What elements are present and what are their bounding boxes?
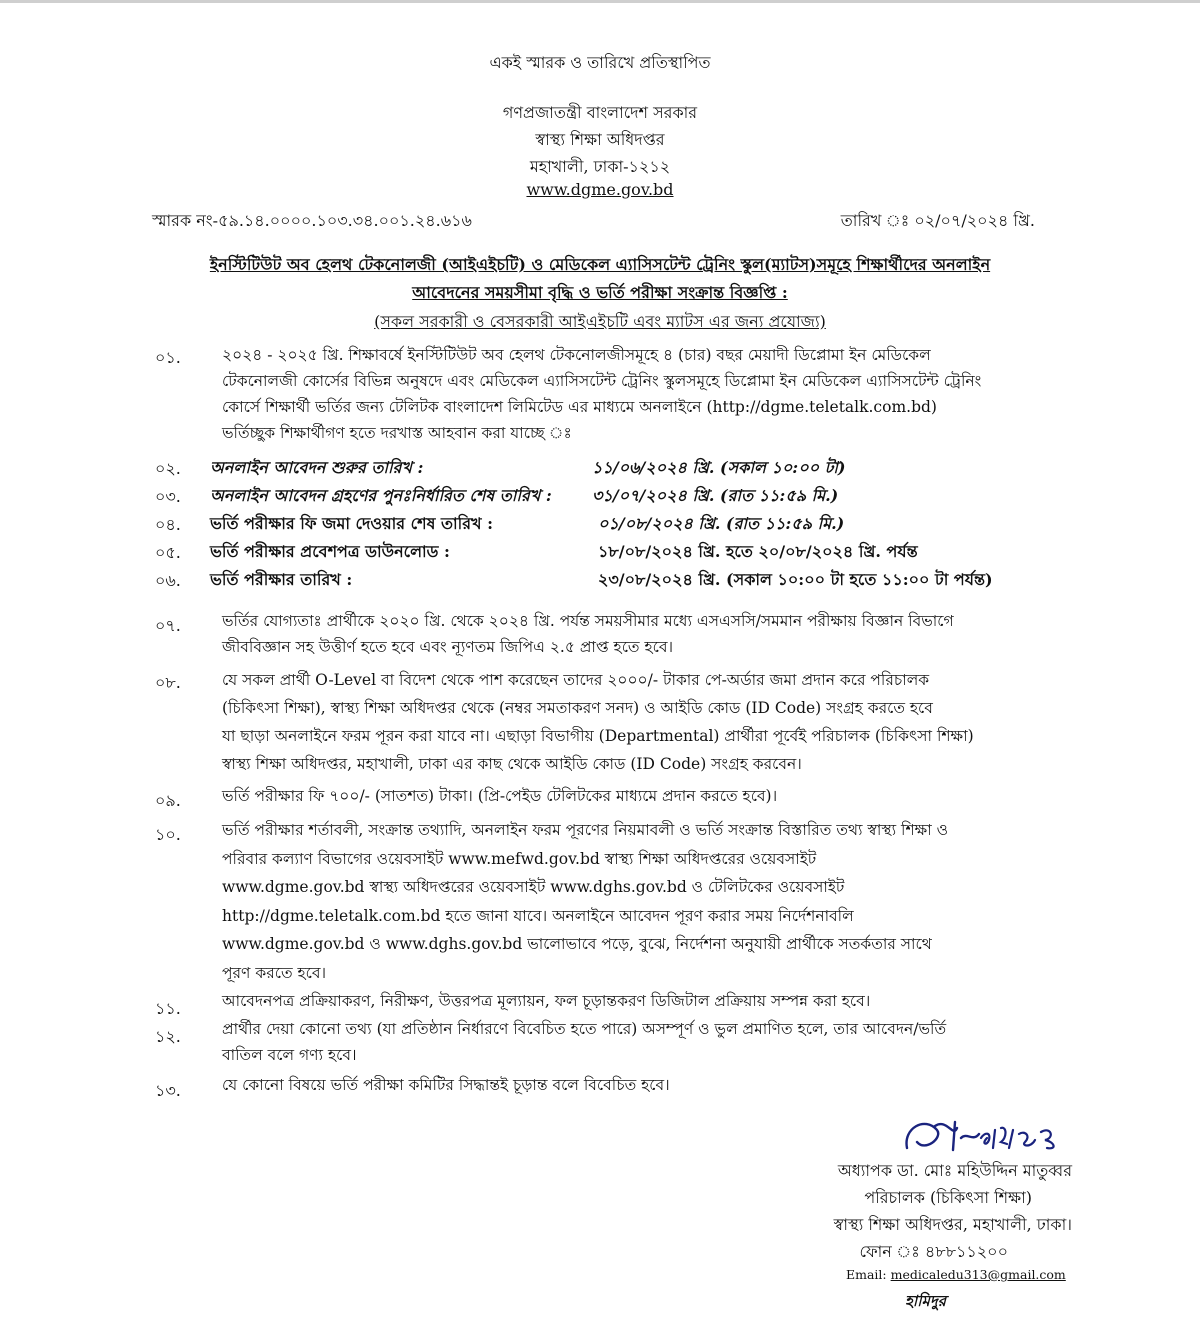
schedule-number: ০৪. bbox=[155, 515, 181, 534]
schedule-label: ভর্তি পরীক্ষার ফি জমা দেওয়ার শেষ তারিখ : bbox=[210, 514, 494, 533]
signatory-name: অধ্যাপক ডা. মোঃ মহিউদ্দিন মাতুব্বর bbox=[837, 1161, 1072, 1180]
office-address: মহাখালী, ঢাকা-১২১২ bbox=[529, 157, 671, 176]
item-08-line: যা ছাড়া অনলাইনে ফরম পূরন করা যাবে না। এছাড়া বিভাগীয় (Departmental) প্রার্থীরা পূর্বেই পরিচালক (চিকিৎসা শিক্ষা) bbox=[222, 727, 974, 745]
item-07-text bbox=[222, 608, 1070, 660]
item-10-line: পূরণ করতে হবে। bbox=[222, 963, 327, 982]
item-10-line: পরিবার কল্যাণ বিভাগের ওয়েবসাইট www.mefwd.gov.bd স্বাস্থ্য শিক্ষা অধিদপ্তরের ওয়েবসাইট bbox=[222, 849, 817, 868]
item-09-text bbox=[222, 783, 1070, 809]
schedule-value: ২৩/০৮/২০২৪ খ্রি. (সকাল ১০:০০ টা হতে ১১:০০ টা পর্যন্ত) bbox=[598, 570, 993, 589]
item-number: ০৮. bbox=[155, 673, 181, 692]
email-link[interactable]: medicaledu313@gmail.com bbox=[890, 1267, 1066, 1282]
schedule-label: ভর্তি পরীক্ষার প্রবেশপত্র ডাউনলোড : bbox=[210, 542, 450, 561]
schedule-value: ৩১/০৭/২০২৪ খ্রি. (রাত ১১:৫৯ মি.) bbox=[592, 486, 839, 505]
item-number: ১৩. bbox=[155, 1081, 181, 1100]
email-line bbox=[846, 1267, 1066, 1282]
item-13-text bbox=[222, 1072, 1070, 1098]
schedule-number: ০৬. bbox=[155, 571, 181, 590]
item-08-line: (চিকিৎসা শিক্ষা), স্বাস্থ্য শিক্ষা অধিদপ্তর থেকে (নম্বর সমতাকরণ সনদ) ও আইডি কোড (ID Code) সংগ্রহ করতে হবে bbox=[222, 699, 933, 717]
item-10-line: http://dgme.teletalk.com.bd হতে জানা যাবে। অনলাইনে আবেদন পূরণ করার সময় নির্দেশনাবলি bbox=[222, 906, 854, 925]
government-name: গণপ্রজাতন্ত্রী বাংলাদেশ সরকার bbox=[502, 103, 698, 122]
item-07-line: ভর্তির যোগ্যতাঃ প্রার্থীকে ২০২০ খ্রি. থেকে ২০২৪ খ্রি. পর্যন্ত সময়সীমার মধ্যে এসএসসি/সমমান পরীক্ষায় বিজ্ঞান বিভাগে bbox=[222, 612, 954, 630]
email-label: Email: bbox=[846, 1267, 887, 1282]
item-08-line: স্বাস্থ্য শিক্ষা অধিদপ্তর, মহাখালী, ঢাকা এর কাছ থেকে আইডি কোড (ID Code) সংগ্রহ করবেন। bbox=[222, 755, 802, 773]
office-website-link[interactable]: www.dgme.gov.bd bbox=[526, 180, 674, 199]
item-11-line: আবেদনপত্র প্রক্রিয়াকরণ, নিরীক্ষণ, উত্তরপত্র মূল্যায়ন, ফল চূড়ান্তকরণ ডিজিটাল প্রক্রিয়ায় সম্পন্ন করা হবে। bbox=[222, 992, 871, 1010]
scan-top-edge bbox=[0, 0, 1200, 11]
item-10-line: www.dgme.gov.bd ও www.dghs.gov.bd ভালোভাবে পড়ে, বুঝে, নির্দেশনা অনুযায়ী প্রার্থীকে সতর্কতার সাথে bbox=[222, 935, 932, 953]
item-07-line: জীববিজ্ঞান সহ উত্তীর্ণ হতে হবে এবং ন্যূণতম জিপিএ ২.৫ প্রাপ্ত হতে হবে। bbox=[222, 638, 674, 656]
item-number: ০১. bbox=[155, 348, 181, 367]
handwritten-initials: হামিদুর bbox=[905, 1292, 946, 1310]
item-10-line: www.dgme.gov.bd স্বাস্থ্য অধিদপ্তরের ওয়েবসাইট www.dghs.gov.bd ও টেলিটকের ওয়েবসাইট bbox=[222, 878, 845, 896]
signatory-designation: পরিচালক (চিকিৎসা শিক্ষা) bbox=[864, 1188, 1032, 1207]
notice-title-line2: আবেদনের সময়সীমা বৃদ্ধি ও ভর্তি পরীক্ষা সংক্রান্ত বিজ্ঞপ্তি : bbox=[412, 283, 788, 302]
signatory-office: স্বাস্থ্য শিক্ষা অধিদপ্তর, মহাখালী, ঢাকা। bbox=[833, 1215, 1072, 1234]
handwritten-signature bbox=[895, 1108, 1075, 1160]
schedule-value: ১৮/০৮/২০২৪ খ্রি. হতে ২০/০৮/২০২৪ খ্রি. পর্যন্ত bbox=[598, 542, 918, 561]
item-number: ০৯. bbox=[155, 791, 181, 810]
schedule-number: ০৫. bbox=[155, 543, 181, 562]
item-12-line: বাতিল বলে গণ্য হবে। bbox=[222, 1046, 357, 1064]
signatory-phone: ফোন ঃ ৪৮৮১১২০০ bbox=[859, 1242, 1008, 1261]
schedule-value: ০১/০৮/২০২৪ খ্রি. (রাত ১১:৫৯ মি.) bbox=[598, 514, 845, 533]
office-name: স্বাস্থ্য শিক্ষা অধিদপ্তর bbox=[535, 130, 665, 149]
item-01-line: ভর্তিচ্ছুক শিক্ষার্থীগণ হতে দরখাস্ত আহবান করা যাচ্ছে ঃ bbox=[222, 424, 572, 442]
schedule-label: অনলাইন আবেদন শুরুর তারিখ : bbox=[210, 458, 424, 477]
notice-title-line1: ইনস্টিটিউট অব হেলথ টেকনোলজী (আইএইচটি) ও মেডিকেল এ্যাসিসটেন্ট ট্রেনিং স্কুল(ম্যাটস)সমূহে শিক্ষার্থীদের অনলাইন bbox=[209, 255, 991, 274]
item-number: ০৭. bbox=[155, 616, 181, 635]
item-12-text bbox=[222, 1016, 1070, 1068]
schedule-number: ০৩. bbox=[155, 487, 181, 506]
replacement-note: একই স্মারক ও তারিখে প্রতিস্থাপিত bbox=[489, 53, 711, 72]
item-01-line: কোর্সে শিক্ষার্থী ভর্তির জন্য টেলিটক বাংলাদেশ লিমিটেড এর মাধ্যমে অনলাইনে (http://dgme.teletalk.com.bd) bbox=[222, 398, 937, 416]
item-01-text bbox=[222, 342, 1070, 446]
memo-number: স্মারক নং-৫৯.১৪.০০০০.১০৩.৩৪.০০১.২৪.৬১৬ bbox=[152, 211, 472, 230]
item-number: ১১. bbox=[155, 999, 181, 1018]
item-01-line: ২০২৪ - ২০২৫ খ্রি. শিক্ষাবর্ষে ইনস্টিটিউট অব হেলথ টেকনোলজীসমূহে ৪ (চার) বছর মেয়াদী ডিপ্লোমা ইন মেডিকেল bbox=[222, 346, 931, 364]
item-08-text bbox=[222, 666, 1070, 778]
item-09-line: ভর্তি পরীক্ষার ফি ৭০০/- (সাতশত) টাকা। (প্রি-পেইড টেলিটকের মাধ্যমে প্রদান করতে হবে)। bbox=[222, 787, 778, 805]
item-10-line: ভর্তি পরীক্ষার শর্তাবলী, সংক্রান্ত তথ্যাদি, অনলাইন ফরম পূরণের নিয়মাবলী ও ভর্তি সংক্রান্ত বিস্তারিত তথ্য স্বাস্থ্য শিক্ষা ও bbox=[222, 821, 949, 839]
schedule-label: অনলাইন আবেদন গ্রহণের পুনঃনির্ধারিত শেষ তারিখ : bbox=[210, 486, 552, 505]
item-11-text bbox=[222, 988, 1070, 1014]
item-13-line: যে কোনো বিষয়ে ভর্তি পরীক্ষা কমিটির সিদ্ধান্তই চূড়ান্ত বলে বিবেচিত হবে। bbox=[222, 1076, 670, 1094]
schedule-number: ০২. bbox=[155, 459, 181, 478]
item-number: ১২. bbox=[155, 1027, 181, 1046]
item-08-line: যে সকল প্রার্থী O-Level বা বিদেশ থেকে পাশ করেছেন তাদের ২০০০/- টাকার পে-অর্ডার জমা প্রদান করে পরিচালক bbox=[222, 671, 930, 689]
item-10-text bbox=[222, 816, 1070, 987]
item-12-line: প্রার্থীর দেয়া কোনো তথ্য (যা প্রতিষ্ঠান নির্ধারণে বিবেচিত হতে পারে) অসম্পূর্ণ ও ভুল প্রমাণিত হলে, তার আবেদন/ভর্তি bbox=[222, 1020, 947, 1038]
notice-subtitle: (সকল সরকারী ও বেসরকারী আইএইচটি এবং ম্যাটস এর জন্য প্রযোজ্য) bbox=[374, 312, 826, 331]
schedule-value: ১১/০৬/২০২৪ খ্রি. (সকাল ১০:০০ টা) bbox=[592, 458, 846, 477]
schedule-label: ভর্তি পরীক্ষার তারিখ : bbox=[210, 570, 353, 589]
item-number: ১০. bbox=[155, 825, 181, 844]
item-01-line: টেকনোলজী কোর্সের বিভিন্ন অনুষদে এবং মেডিকেল এ্যাসিসটেন্ট ট্রেনিং স্কুলসমূহে ডিপ্লোমা ইন মেডিকেল এ্যাসিসটেন্ট ট্রেনিং bbox=[222, 372, 982, 390]
memo-date: তারিখ ঃ ০২/০৭/২০২৪ খ্রি. bbox=[840, 211, 1035, 230]
